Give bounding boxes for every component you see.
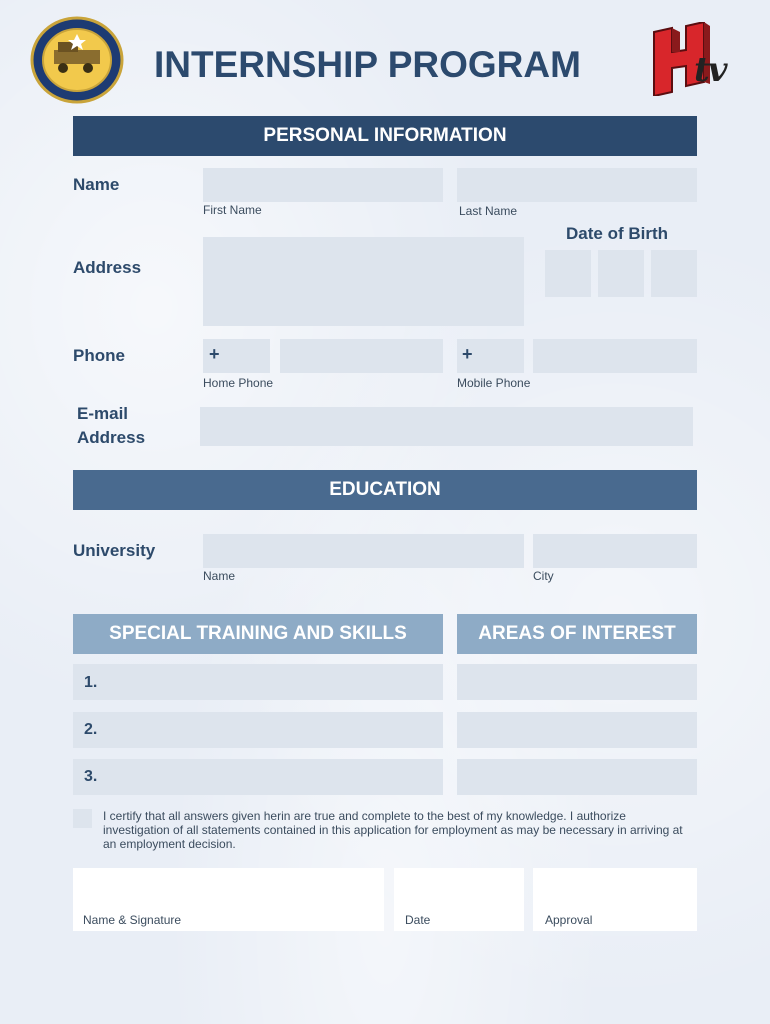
htv-logo-text: tv [694,50,726,90]
dob-month-input[interactable] [598,250,644,297]
skill-input-3[interactable] [73,759,443,795]
certify-text: I certify that all answers given herin are true and complete to the best of my knowledge. I authorize investigation of all statements contained in this application for employment as may be necessary in arriving at an employment decision. [103,809,683,851]
last-name-input[interactable] [457,168,697,202]
areas-of-interest-header: AREAS OF INTEREST [457,614,697,654]
skill-number-1: 1. [84,674,98,691]
first-name-caption: First Name [203,203,262,217]
mobile-phone-plus: + [462,344,473,364]
home-phone-plus: + [209,344,220,364]
email-input[interactable] [200,407,693,446]
name-signature-caption: Name & Signature [83,913,182,927]
city-seal-icon [30,16,124,104]
interest-input-2[interactable] [457,712,697,748]
certify-checkbox[interactable] [73,809,92,828]
email-label-line1: E-mail [77,404,129,423]
first-name-input[interactable] [203,168,443,202]
university-label: University [73,541,156,560]
skill-number-3: 3. [84,768,98,785]
approval-caption: Approval [545,913,593,927]
university-name-input[interactable] [203,534,524,568]
home-phone-caption: Home Phone [203,376,274,390]
university-city-input[interactable] [533,534,697,568]
skill-number-2: 2. [84,721,98,738]
dob-year-input[interactable] [651,250,697,297]
special-training-header: SPECIAL TRAINING AND SKILLS [73,614,443,654]
email-label-line2: Address [77,428,146,447]
page-title: INTERNSHIP PROGRAM [154,44,581,85]
interest-input-1[interactable] [457,664,697,700]
last-name-caption: Last Name [459,204,518,218]
education-header: EDUCATION [73,470,697,510]
date-caption: Date [405,913,431,927]
skill-input-1[interactable] [73,664,443,700]
address-input[interactable] [203,237,524,326]
dob-day-input[interactable] [545,250,591,297]
name-label: Name [73,175,120,194]
address-label: Address [73,258,142,277]
personal-information-header: PERSONAL INFORMATION [73,116,697,156]
university-city-caption: City [533,569,554,583]
interest-input-3[interactable] [457,759,697,795]
mobile-phone-number-input[interactable] [533,339,697,373]
home-phone-number-input[interactable] [280,339,443,373]
mobile-phone-caption: Mobile Phone [457,376,531,390]
date-of-birth-label: Date of Birth [566,224,668,243]
skill-input-2[interactable] [73,712,443,748]
phone-label: Phone [73,346,125,365]
university-name-caption: Name [203,569,236,583]
htv-logo-icon [650,22,740,96]
